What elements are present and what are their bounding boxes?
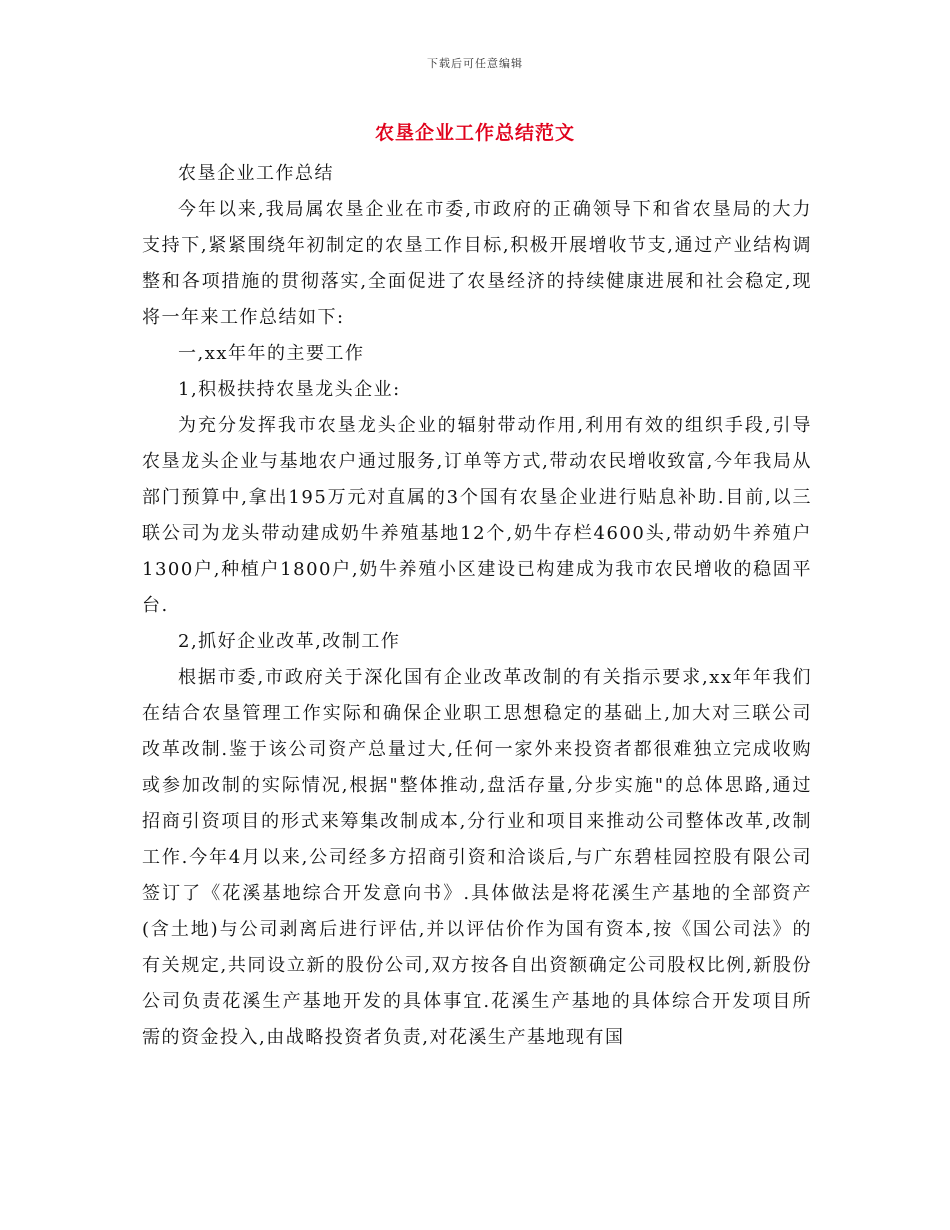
paragraph-reform: 根据市委,市政府关于深化国有企业改革改制的有关指示要求,xx年年我们在结合农垦管理工作实际和确保企业职工思想稳定的基础上,加大对三联公司改革改制.鉴于该公司资产总量过大,任何一家外来投资者都很难独立完成收购或参加改制的实际情况,根据"整体推动,盘活存量,分步实施"的总体思路,通过招商引资项目的形式来筹集改制成本,分行业和项目来推动公司整体改革,改制工作.今年4月以来,公司经多方招商引资和洽谈后,与广东碧桂园控股有限公司签订了《花溪基地综合开发意向书》.具体做法是将花溪生产基地的全部资产(含土地)与公司剥离后进行评估,并以评估价作为国有资本,按《国公司法》的有关规定,共同设立新的股份公司,双方按各自出资额确定公司股权比例,新股份公司负责花溪生产基地开发的具体事宜.花溪生产基地的具体综合开发项目所需的资金投入,由战略投资者负责,对花溪生产基地现有国: [142, 667, 812, 1048]
header-note: 下载后可任意编辑: [427, 57, 523, 70]
document-body: [142, 156, 812, 1056]
paragraph-subtitle: 农垦企业工作总结: [178, 163, 334, 184]
document-title: 农垦企业工作总结范文: [374, 122, 575, 144]
paragraph-support-enterprises: 为充分发挥我市农垦龙头企业的辐射带动作用,利用有效的组织手段,引导农垦龙头企业与基地农户通过服务,订单等方式,带动农民增收致富,今年我局从部门预算中,拿出195万元对直属的3个国有农垦企业进行贴息补助.目前,以三联公司为龙头带动建成奶牛养殖基地12个,奶牛存栏4600头,带动奶牛养殖户1300户,种植户1800户,奶牛养殖小区建设已构建成为我市农民增收的稳固平台.: [142, 415, 812, 616]
subsection-heading-1: 1,积极扶持农垦龙头企业:: [178, 379, 401, 400]
subsection-heading-2: 2,抓好企业改革,改制工作: [178, 631, 401, 652]
section-heading-main-work: 一,xx年年的主要工作: [178, 343, 365, 364]
paragraph-intro: 今年以来,我局属农垦企业在市委,市政府的正确领导下和省农垦局的大力支持下,紧紧围绕年初制定的农垦工作目标,积极开展增收节支,通过产业结构调整和各项措施的贯彻落实,全面促进了农垦经济的持续健康进展和社会稳定,现将一年来工作总结如下:: [142, 199, 812, 328]
